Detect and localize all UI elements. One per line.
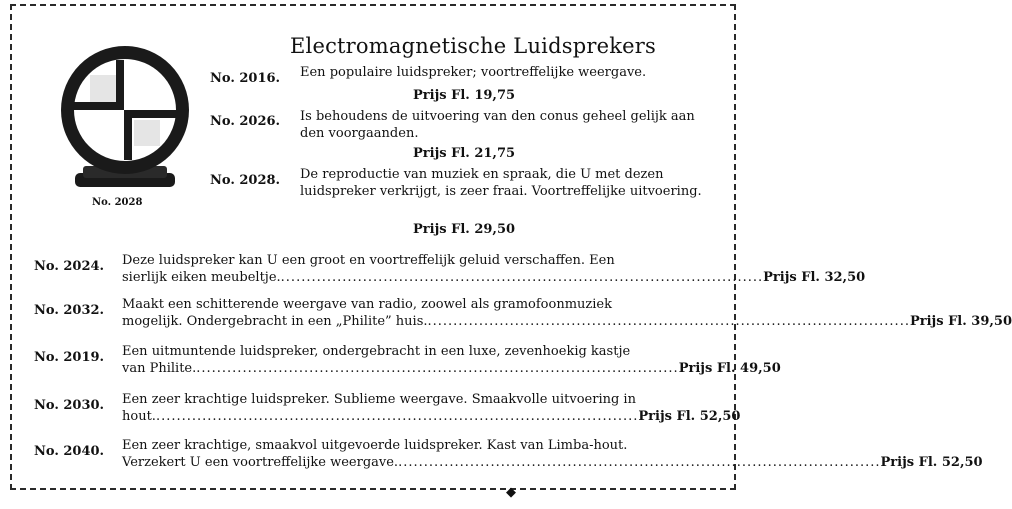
leader-dots: .............................................................................................. [280,270,764,285]
item-number: No. 2032. [34,303,105,318]
item-price: Prijs Fl. 21,75 [413,146,516,161]
item-number: No. 2016. [210,71,281,86]
item-price: Prijs Fl. 52,50 [638,409,741,424]
description-line: Deze luidspreker kan U een groot en voortreffelijk geluid verschaffen. Een [122,253,615,268]
item-description: Een populaire luidspreker; voortreffelijke weergave. [300,65,647,80]
loudspeaker-image [50,40,200,196]
item-price: Prijs Fl. 19,75 [413,88,516,103]
item-description: Is behoudens de uitvoering van den conus geheel gelijk aan den voorgaanden. [300,109,695,141]
description-line: sierlijk eiken meubeltje. [122,270,281,285]
description-line: mogelijk. Ondergebracht in een „Philite” huis. [122,314,428,329]
description-line: Maakt een schitterende weergave van radio, zoowel als gramofoonmuziek [122,297,612,312]
description-line: Een zeer krachtige luidspreker. Sublieme weergave. Smaakvolle uitvoering in [122,392,636,407]
leader-dots: .............................................................................................. [427,314,910,329]
item-number: No. 2024. [34,259,105,274]
leader-dots: .............................................................................................. [155,409,639,424]
description-line: Een zeer krachtige, smaakvol uitgevoerde luidspreker. Kast van Limba-hout. [122,438,628,453]
item-price: Prijs Fl. 49,50 [678,361,781,376]
item-description [122,437,983,471]
item-number: No. 2028. [210,173,281,188]
bottom-ornament: ◆ [506,485,516,500]
item-number: No. 2030. [34,398,105,413]
leader-dots: .............................................................................................. [398,455,881,470]
item-description: De reproductie van muziek en spraak, die U met dezen luidspreker verkrijgt, is zeer fraai. Voortreffelijke uitvoering. [300,167,702,199]
item-price: Prijs Fl. 29,50 [413,222,516,237]
item-number: No. 2026. [210,114,281,129]
item-price: Prijs Fl. 39,50 [909,314,1012,329]
description-line: Een uitmuntende luidspreker, ondergebracht in een luxe, zevenhoekig kastje [122,344,631,359]
item-description [122,296,1012,330]
item-description [122,391,741,425]
description-line: van Philite. [122,361,197,376]
description-line: hout. [122,409,156,424]
page-title: Electromagnetische Luidsprekers [290,34,656,58]
description-line: Verzekert U een voortreffelijke weergave. [122,455,399,470]
leader-dots: .............................................................................................. [196,361,679,376]
item-price: Prijs Fl. 52,50 [880,455,983,470]
image-caption: No. 2028 [92,197,143,208]
item-number: No. 2019. [34,350,105,365]
item-description [122,252,866,286]
item-number: No. 2040. [34,444,105,459]
item-description [122,343,781,377]
item-price: Prijs Fl. 32,50 [763,270,866,285]
